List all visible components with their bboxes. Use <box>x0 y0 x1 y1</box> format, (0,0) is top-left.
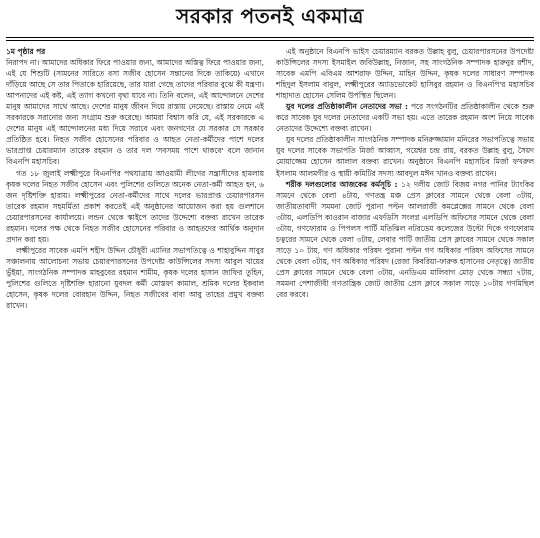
article-paragraph: লক্ষ্মীপুরের সাবেক এমপি শহীদ উদ্দিন চৌধুরী এ্যানির সভাপতিত্বে ও শাহাবুদ্দিন সাবুর সঞ্চালনায় আলোচনা সভায় চেয়ারপারসনের উপদেষ্টা কাউন্সিলের সদস্য আবুল খায়ের ভুঁইয়া, সাংগঠনিক সম্পাদক মাহবুবের রহমান শামীম, কৃষক দলের হাসান জাফির তুহিন, পুলিশের গুলিতে দৃষ্টিশক্তি হারানো যুবদল কর্মী মোস্তফা কামাল, শ্রমিক দলের ইকবাল হোসেন, কৃষক দলের বোরহান উদ্দিন, নিহত সজীবের বাবা আবু তাহের প্রমুখ বক্তব্য রাখেন। <box>6 245 264 311</box>
jump-label <box>6 46 264 57</box>
headline-container <box>0 0 540 36</box>
article-paragraph: এই অনুষ্ঠানে বিএনপি ভাইস চেয়ারম্যান বরকত উল্লাহ বুলু, চেয়ারপারসনের উপদেষ্টা কাউন্সিলের সদস্য ইসমাইল জবিউল্লাহ, নিজান, সহ সাংগঠনিক সম্পাদক হারুনুর রশীদ, সাবেক এমপি এবিএম আশরাফ উদ্দিন, মাহিন উদ্দিন, কৃষক দলের সাধারণ সম্পাদক শহিদুল ইসলাম বাবুল, লক্ষ্মীপুরের অ্যাডভোকেট হাসিবুর রহমান ও বিএনপি'র মহাসচিব শাহাদাত হোসেন সেলিম উপস্থিত ছিলেন। <box>276 47 534 101</box>
article-paragraph: যুব দলের প্রতিষ্ঠাকালীন সাংগঠনিক সম্পাদক মনিরুজ্জামান মনিরের সভাপতিত্বে সভায় যুব দলের সাবেক সভাপতি মির্জা আব্বাস, গয়েশ্বর চন্দ্র রায়, বরকত উল্লাহ বুলু, সৈয়দ মোয়াজ্জেম হোসেন আলাল বক্তব্য রাখেন। অনুষ্ঠানে বিএনপি মহাসচিব মির্জা ফখরুল ইসলাম আলমগীর ও স্থায়ী কমিটির সদস্য আবদুল মঈন খানও বক্তব্য রাখেন। <box>276 135 534 178</box>
youth-body: পরে সংগঠনটির প্রতিষ্ঠাকালীন থেকে শুরু করে সাবেক যুব দলের নেতাদের একটি সভা হয়। এতে তারেক রহমান অংশ নিয়ে সাবেক নেতাদের উদ্দেশ্যে বক্তব্য রাখেন। <box>276 102 534 134</box>
subhead-youth: যুব দলের প্রতিষ্ঠাকালীন নেতাদের সভা : <box>286 102 408 112</box>
article-column-left <box>6 46 264 536</box>
subhead-allies: শরীক দলগুলোর আজকের কর্মসূচি : <box>286 179 398 189</box>
allies-body: ১২ দলীয় জোট বিজয় নগর পানির ট্যাংকির সামনে থেকে বেলা ৪টায়, গণতন্ত্র মঞ্চ প্রেস ক্লাবের সামনে থেকে বেলা ৩টায়, জাতীয়তাবাদী সমমনা জোট পুরানা পল্টন আলরাজী কমপ্লেক্সের সামনে থেকে বেলা ৩টায়, এলডিপি কাওরান বাজার এফডিসি সংলগ্ন এলডিপি অফিসের সামনে থেকে বেলা ৩টায়, গণফোরাম ও পিপলস পার্টি মতিঝিল নটরডেম কলেজের উল্টো দিকে গণফোরাম চত্বরের সামনে থেকে বেলা ৩টায়, লেবার পার্টি জাতীয় প্রেস ক্লাবের সামনে থেকে সকাল সাড়ে ১০ টায়, গণ অধিকার পরিষদ পুরানা পল্টন গণ অধিকার পরিষদ অফিসের সামনে থেকে বেলা ৩টায়, গণ অধিকার পরিষদ (রেজা কিবরিয়া-ফারুক হাসানের নেতৃত্বে) জাতীয় প্রেস ক্লাবের সামনে থেকে বেলা ৩টায়, এনডিএম মালিবাগ মোড় থেকে সন্ধ্যা ৭টায়, সমমনা পেশাজীবী গণতান্ত্রিক জোট জাতীয় প্রেস ক্লাবে সকাল সাড়ে ১০টায় গণমিছিল বের করবে। <box>276 179 534 300</box>
article-paragraph: গত ১৮ জুলাই লক্ষ্মীপুরে বিএনপির পথযাত্রায় আওয়ামী লীগের সন্ত্রাসীদের হামলায় কৃষক দলের নিহত সজীব হোসেন এবং পুলিশের গুলিতে অনেক নেতা-কর্মী আহত হন, ৬ জন দৃষ্টিশক্তি হারায়। লক্ষ্মীপুরের নেতা-কর্মীদের সাথে দলের ভারপ্রাপ্ত চেয়ারপারসন তারেক রহমান সহমর্মিতা প্রকাশ করতেই এই অনুষ্ঠানের আয়োজন করা হয় গুলশানে চেয়ারপারসনের কার্যালয়ে। লন্ডন থেকে স্কাইপে তাদের উদ্দেশ্যে বক্তব্য রাখেন তারেক রহমান। দলের পক্ষ থেকে নিহত সজীব হোসেনের পরিবার ও আহতদের আর্থিক অনুদান প্রদান করা হয়। <box>6 168 264 244</box>
article-paragraph-allies <box>276 179 534 301</box>
headline-rule-bottom <box>6 40 534 41</box>
headline-rule-top <box>6 37 534 38</box>
continued-from-label: ১ম পৃষ্ঠার পর <box>6 47 46 56</box>
article-paragraph: নিরাপদ না। আমাদের অধিকার ফিরে পাওয়ার জন্য, আমাদের অস্তিত্ব ফিরে পাওয়ার জন্য, এই যে শিশুটি (সামনের সারিতে বসা সজীব হোসেন সন্তানের দিকে তাকিয়ে) এখানে দাঁড়িয়ে আছে সে তার পিতাকে হারিয়েছে, তার যারা গেছে তাদের পরিবার বুঝে কী যন্ত্রণা। আপনাদের এই কষ্ট, এই ত্যাগ কখনো বৃথা যাবে না। তিনি বলেন, এই আন্দোলনে দেশের মানুষ আমাদের সাথে আছে। দেশের মানুষ জীবন দিয়ে রাস্তায় নেমেছে। রাস্তায় নেমে এই সরকারকে সরানোর জন্য সংগ্রাম শুরু করেছে। আমরা বিশ্বাস করি যে, এই সরকারকে এ দেশের মানুষ এই আন্দোলনের মধ্য দিয়ে সরাবে এবং জনগণের যে সরকার সে সরকার প্রতিষ্ঠিত হবে। নিহত সজীব হোসেনের পরিবার ও আহত নেতা-কর্মীদের পাশে দলের ভারপ্রাপ্ত চেয়ারম্যান তারেক রহমান ও তার দল 'সবসময় পাশে থাকবে' বলে জানান বিএনপি মহাসচিব। <box>6 58 264 167</box>
headline: সরকার পতনই একমাত্র <box>176 3 364 28</box>
article-column-right <box>276 46 534 536</box>
article-paragraph-youth <box>276 101 534 134</box>
